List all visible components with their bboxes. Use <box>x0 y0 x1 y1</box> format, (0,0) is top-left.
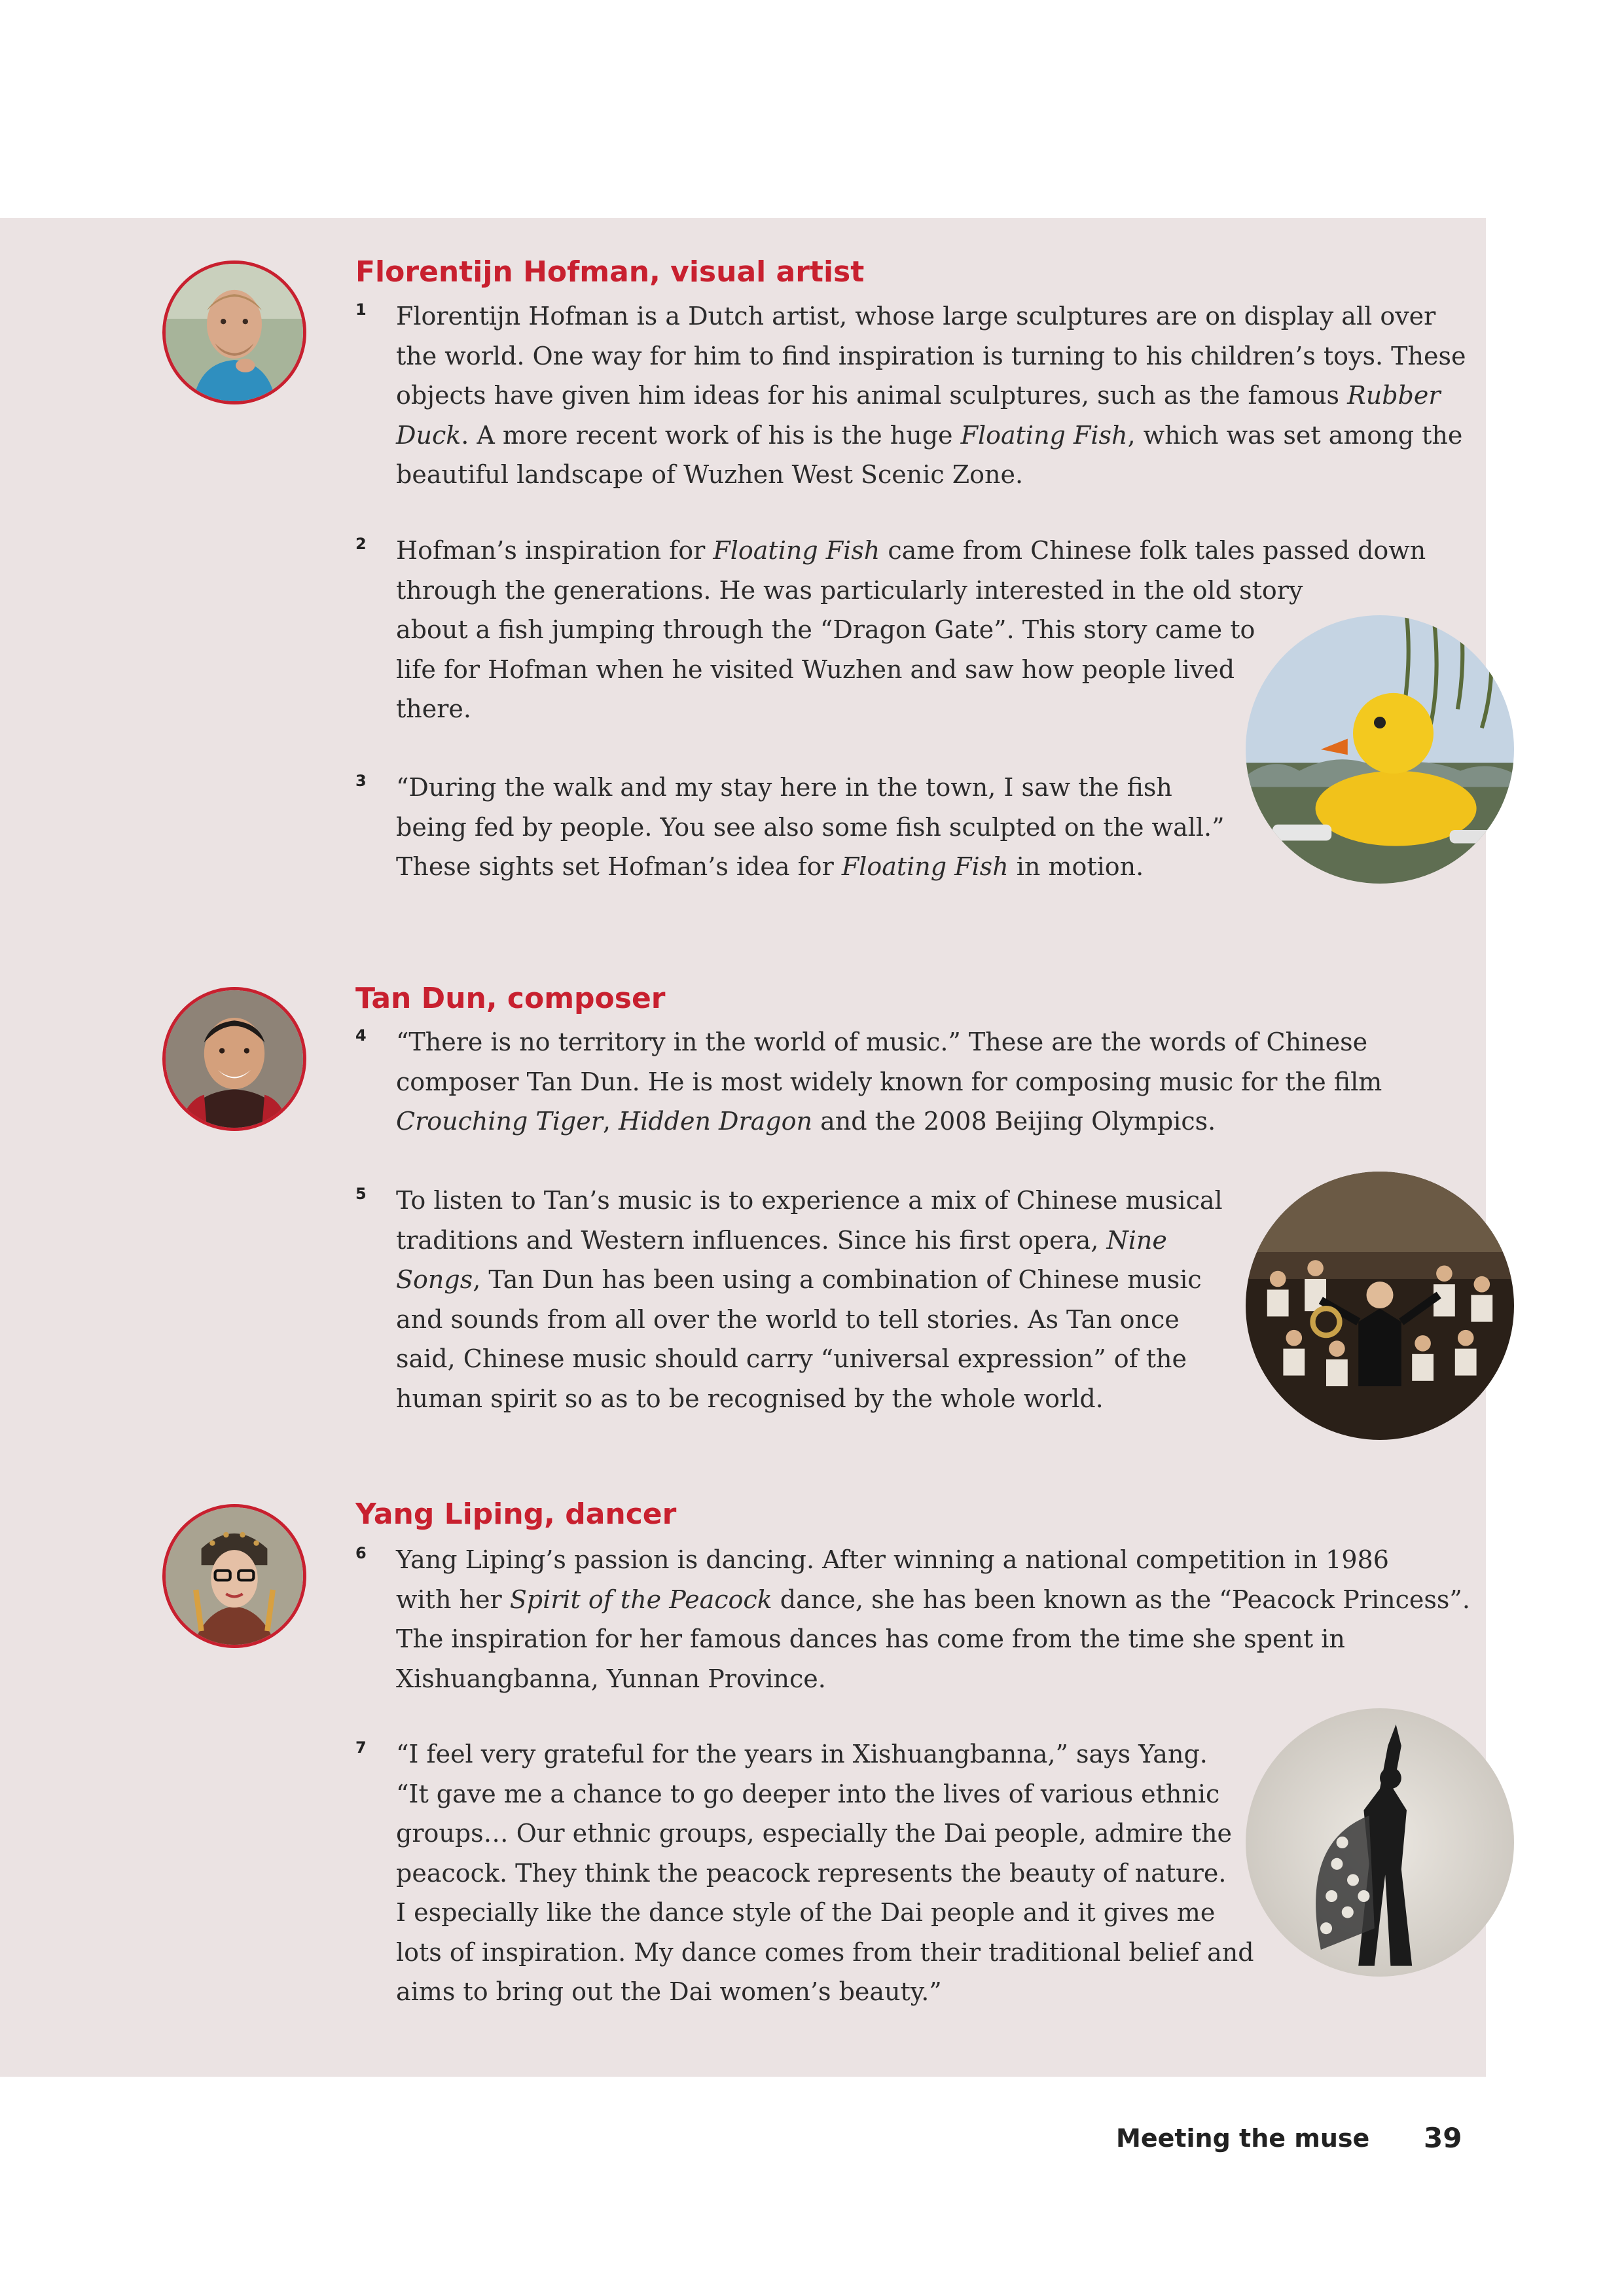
italic-title: Nine <box>1106 1225 1167 1255</box>
paragraph-7 <box>355 1734 1254 2012</box>
hofman-portrait <box>162 260 306 404</box>
italic-title: Floating Fish <box>841 852 1009 881</box>
paragraph-5 <box>355 1181 1223 1418</box>
italic-title: Floating Fish <box>713 536 880 565</box>
tan-dun-portrait <box>162 987 306 1131</box>
yang-liping-portrait <box>162 1504 306 1648</box>
paragraph-number: 4 <box>355 1026 367 1045</box>
paragraph-text: Florentijn Hofman is a Dutch artist, whose large sculptures are on display all over the world. One way for him to find inspiration is turning to his children’s toys. These objects have given him ideas for his animal sculptures, such as the famous Rubber Duck. A more recent work of his is the huge Floating Fish, which was set among the beautiful landscape of Wuzhen West Scenic Zone. <box>396 302 1466 489</box>
paragraph-1 <box>355 296 1466 495</box>
paragraph-number: 7 <box>355 1738 367 1757</box>
italic-title: Rubber <box>1347 381 1441 410</box>
paragraph-text: To listen to Tan’s music is to experience a mix of Chinese musical traditions and Western influences. Since his first opera, Nine Songs, Tan Dun has been using a combination of Chinese music and sounds from all over the world to tell stories. As Tan once said, Chinese music should carry “universal expression” of the human spirit so as to be recognised by the whole world. <box>396 1186 1223 1413</box>
page-number: 39 <box>1424 2122 1462 2154</box>
paragraph-3 <box>355 768 1225 887</box>
section-heading-hofman: Florentijn Hofman, visual artist <box>355 255 865 289</box>
paragraph-text: Yang Liping’s passion is dancing. After winning a national competition in 1986 with her Spirit of the Peacock dance, she has been known as the “Peacock Princess”. The inspiration for her famous dances has come from the time she spent in Xishuangbanna, Yunnan Province. <box>396 1545 1470 1693</box>
italic-title: Floating Fish <box>960 420 1128 450</box>
italic-title: Spirit of the Peacock <box>509 1585 772 1614</box>
paragraph-number: 3 <box>355 772 367 790</box>
paragraph-text: “During the walk and my stay here in the town, I saw the fish being fed by people. You see also some fish sculpted on the wall.” These sights set Hofman’s idea for Floating Fish in motion. <box>396 773 1225 881</box>
italic-title: Crouching Tiger <box>396 1107 603 1136</box>
paragraph-text: “I feel very grateful for the years in Xishuangbanna,” says Yang. “It gave me a chance to go deeper into the lives of various ethnic groups… Our ethnic groups, especially the Dai people, admire the peacock. They think the peacock represents the beauty of nature. I especially like the dance style of the Dai people and it gives me lots of inspiration. My dance comes from their traditional belief and aims to bring out the Dai women’s beauty.” <box>396 1740 1254 2006</box>
paragraph-number: 1 <box>355 300 367 319</box>
section-heading-tan-dun: Tan Dun, composer <box>355 982 666 1015</box>
rubber-duck-photo <box>1246 615 1514 884</box>
section-heading-yang-liping: Yang Liping, dancer <box>355 1498 677 1531</box>
orchestra-photo <box>1246 1172 1514 1440</box>
paragraph-text: Hofman’s inspiration for Floating Fish came from Chinese folk tales passed down through the generations. He was particularly interested in the old story about a fish jumping through the “Dragon Gate”. This story came to life for Hofman when he visited Wuzhen and saw how people lived there. <box>396 536 1426 723</box>
italic-title: Hidden Dragon <box>619 1107 812 1136</box>
paragraph-number: 2 <box>355 535 367 553</box>
paragraph-number: 6 <box>355 1544 367 1562</box>
paragraph-text: “There is no territory in the world of music.” These are the words of Chinese composer Tan Dun. He is most widely known for composing music for the film Crouching Tiger, Hidden Dragon and the 2008 Beijing Olympics. <box>396 1028 1382 1136</box>
italic-title: Duck <box>396 420 461 450</box>
paragraph-6 <box>355 1540 1470 1698</box>
paragraph-number: 5 <box>355 1185 367 1203</box>
italic-title: Songs <box>396 1265 473 1294</box>
peacock-dancer-photo <box>1246 1708 1514 1977</box>
footer-unit-title: Meeting the muse <box>1116 2124 1370 2153</box>
paragraph-4 <box>355 1022 1382 1141</box>
